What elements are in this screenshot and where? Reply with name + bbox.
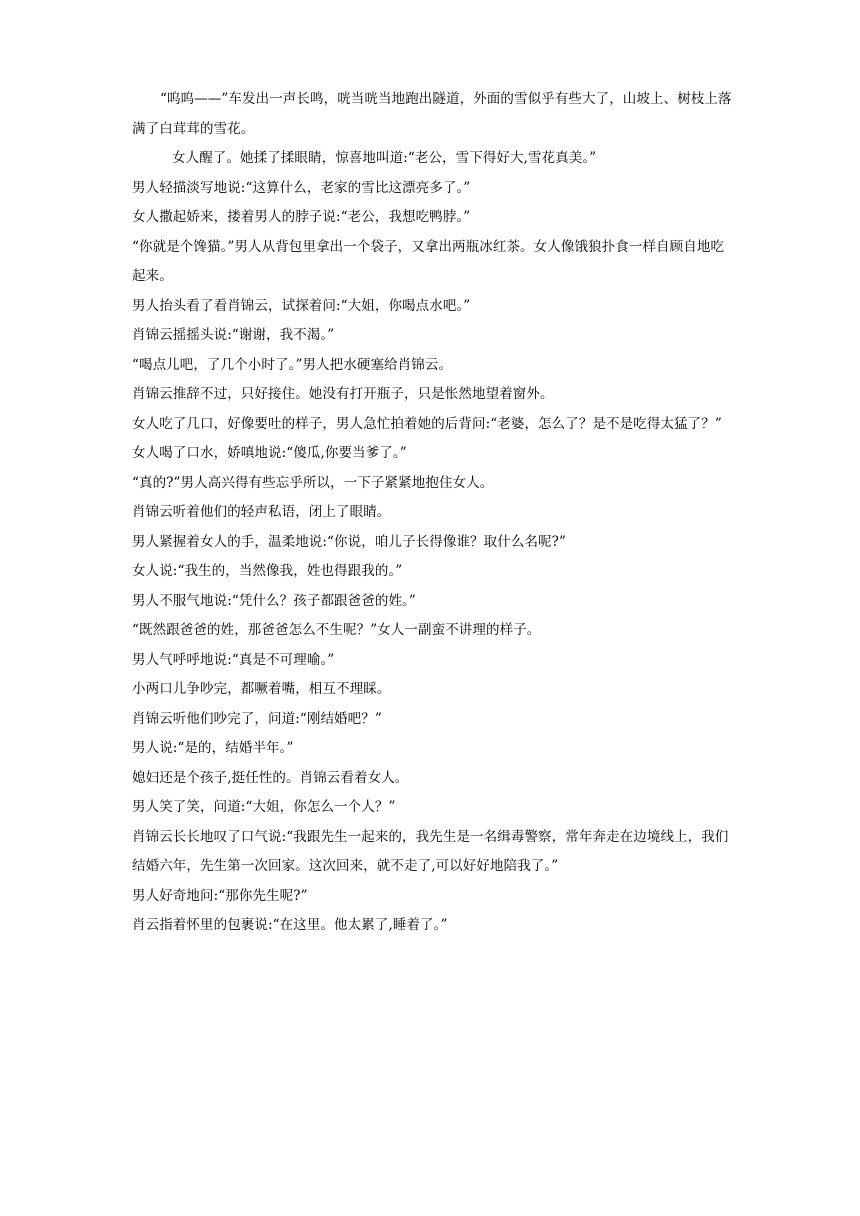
story-body bbox=[132, 85, 732, 941]
paragraph-24: 肖锦云长长地叹了口气说:“我跟先生一起来的，我先生是一名缉毒警察，常年奔走在边境线上，我们结婚六年，先生第一次回家。这次回来，就不走了,可以好好地陪我了。” bbox=[132, 828, 729, 874]
paragraph-23: 男人笑了笑，问道:“大姐，你怎么一个人？” bbox=[132, 799, 396, 815]
paragraph-22: 媳妇还是个孩子,挺任性的。肖锦云看着女人。 bbox=[132, 769, 409, 786]
paragraph-19: 小两口儿争吵完，都噘着嘴，相互不理睬。 bbox=[132, 681, 391, 697]
paragraph-8: “喝点儿吧，了几个小时了。”男人把水硬塞给肖锦云。 bbox=[132, 356, 453, 373]
paragraph-3: 男人轻描淡写地说:“这算什么，老家的雪比这漂亮多了。” bbox=[132, 179, 471, 196]
paragraph-11: 女人喝了口水，娇嗔地说:“傻瓜,你要当爹了。” bbox=[132, 445, 407, 461]
paragraph-7: 肖锦云摇摇头说:“谢谢，我不渴。” bbox=[132, 327, 335, 343]
paragraph-6: 男人抬头看了看肖锦云，试探着问:“大姐，你喝点水吧。” bbox=[132, 297, 471, 314]
paragraph-17: “既然跟爸爸的姓，那爸爸怎么不生呢？”女人一副蛮不讲理的样子。 bbox=[132, 622, 541, 638]
paragraph-2: 女人醒了。她揉了揉眼睛，惊喜地叫道:“老公，雪下得好大,雪花真美。” bbox=[172, 150, 597, 166]
paragraph-1: “呜呜——”车发出一声长鸣，咣当咣当地跑出隧道，外面的雪似乎有些大了，山坡上、树枝上落满了白茸茸的雪花。 bbox=[132, 91, 732, 137]
paragraph-25: 男人好奇地问:“那你先生呢?” bbox=[132, 887, 308, 904]
paragraph-20: 肖锦云听他们吵完了，问道:“刚结婚吧？” bbox=[132, 710, 382, 727]
paragraph-4: 女人撒起娇来，搂着男人的脖子说:“老公，我想吃鸭脖。” bbox=[132, 209, 471, 225]
paragraph-26: 肖云指着怀里的包裹说:“在这里。他太累了,睡着了。” bbox=[132, 917, 448, 933]
paragraph-5: “你就是个馋猫。”男人从背包里拿出一个袋子，又拿出两瓶冰红茶。女人像饿狼扑食一样自顾自地吃起来。 bbox=[132, 238, 725, 284]
paragraph-14: 男人紧握着女人的手，温柔地说:“你说，咱儿子长得像谁？取什么名呢?” bbox=[132, 533, 566, 550]
paragraph-13: 肖锦云听着他们的轻声私语，闭上了眼睛。 bbox=[132, 504, 391, 520]
paragraph-10: 女人吃了几口，好像要吐的样子，男人急忙拍着她的后背问:“老婆，怎么了？是不是吃得太猛了？” bbox=[132, 415, 722, 432]
paragraph-9: 肖锦云推辞不过，只好接住。她没有打开瓶子，只是怅然地望着窗外。 bbox=[132, 386, 554, 402]
paragraph-15: 女人说:“我生的，当然像我，姓也得跟我的。” bbox=[132, 563, 403, 579]
paragraph-18: 男人气呼呼地说:“真是不可理喻。” bbox=[132, 651, 335, 668]
paragraph-21: 男人说:“是的，结婚半年。” bbox=[132, 740, 294, 756]
paragraph-16: 男人不服气地说:“凭什么？孩子都跟爸爸的姓。” bbox=[132, 592, 416, 609]
paragraph-12: “真的?”男人高兴得有些忘乎所以，一下子紧紧地抱住女人。 bbox=[132, 474, 494, 491]
